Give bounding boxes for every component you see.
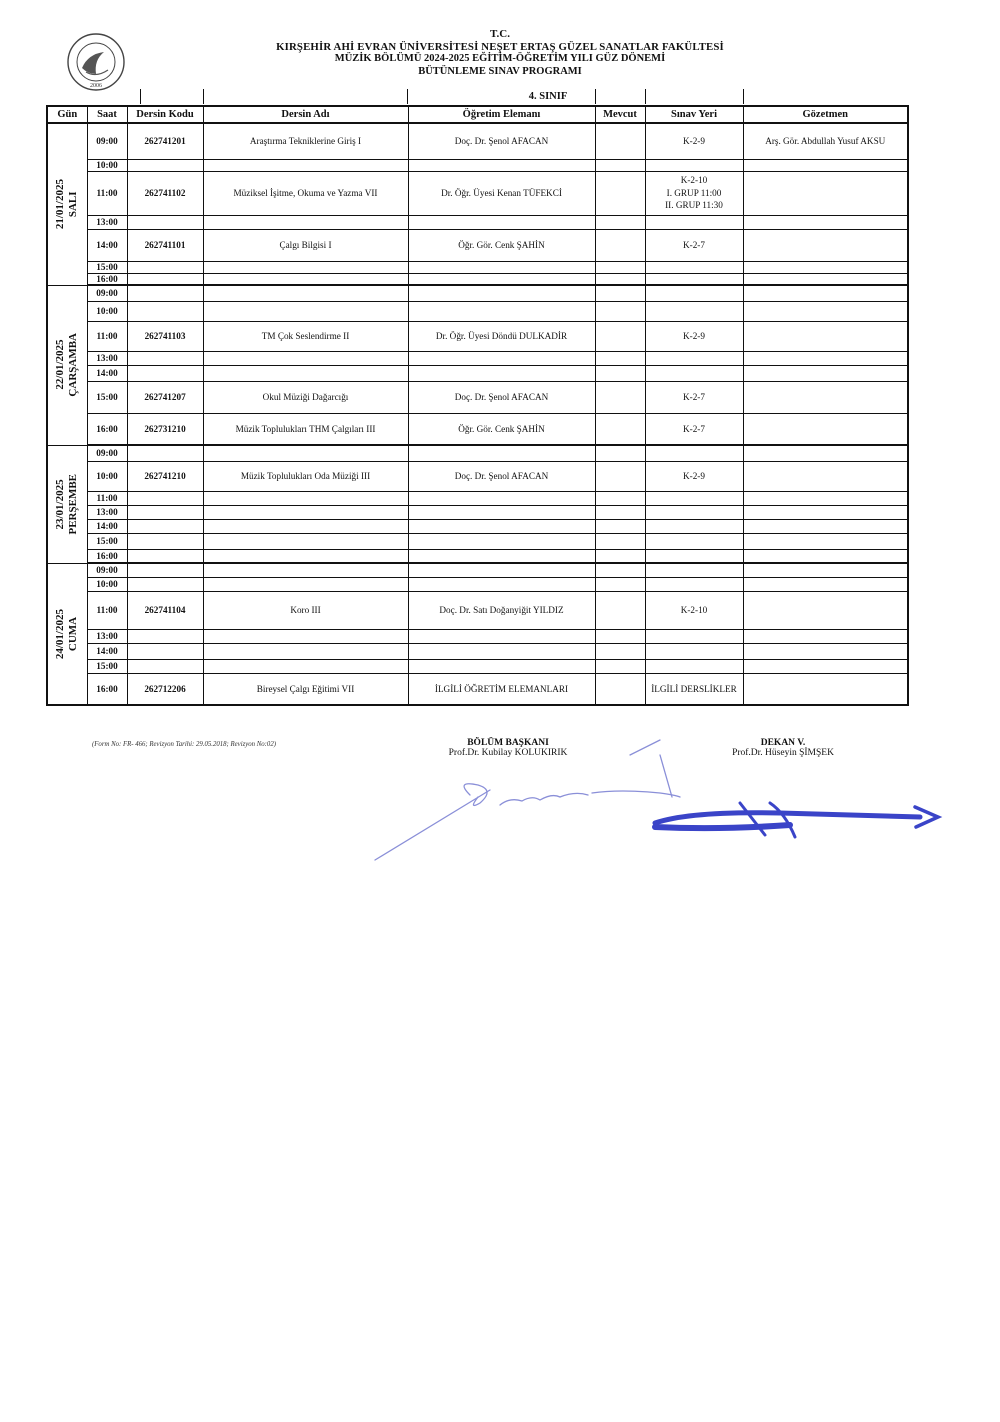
cell-saat: 09:00 (87, 285, 127, 301)
dean-signature (655, 803, 938, 837)
cell-ad (203, 491, 408, 505)
cell-saat: 13:00 (87, 215, 127, 229)
cell-gozetmen (743, 563, 908, 577)
cell-kod: 262741101 (127, 229, 203, 261)
day-name: PERŞEMBE (67, 473, 80, 535)
dean-title: DEKAN V. (760, 738, 806, 748)
cell-eleman: Öğr. Gör. Cenk ŞAHİN (408, 413, 595, 445)
cell-mevcut (595, 549, 645, 563)
table-row (47, 159, 908, 171)
header-university: KIRŞEHİR AHİ EVRAN ÜNİVERSİTESİ NEŞET ERTAŞ GÜZEL SANATLAR FAKÜLTESİ (276, 40, 724, 53)
cell-ad (203, 577, 408, 591)
cell-kod: 262741104 (127, 591, 203, 629)
table-row (47, 563, 908, 577)
cell-ad (203, 533, 408, 549)
cell-gozetmen (743, 577, 908, 591)
cell-gozetmen (743, 365, 908, 381)
cell-eleman (408, 659, 595, 673)
cell-kod (127, 505, 203, 519)
cell-yer (645, 229, 743, 261)
cell-eleman (408, 519, 595, 533)
cell-eleman: Dr. Öğr. Üyesi Kenan TÜFEKCİ (408, 171, 595, 215)
class-label: 4. SINIF (528, 91, 568, 102)
department-head-signature (375, 740, 680, 860)
cell-mevcut (595, 491, 645, 505)
cell-ad (203, 365, 408, 381)
cell-eleman (408, 301, 595, 321)
cell-mevcut (595, 273, 645, 285)
cell-gozetmen (743, 215, 908, 229)
header-program-title: BÜTÜNLEME SINAV PROGRAMI (418, 65, 582, 77)
cell-ad (203, 159, 408, 171)
day-name: ÇARŞAMBA (67, 333, 80, 397)
cell-mevcut (595, 461, 645, 491)
cell-yer (645, 563, 743, 577)
cell-saat: 14:00 (87, 365, 127, 381)
cell-ad (203, 285, 408, 301)
cell-saat: 16:00 (87, 549, 127, 563)
table-row (47, 413, 908, 445)
cell-mevcut (595, 673, 645, 705)
cell-mevcut (595, 413, 645, 445)
cell-gozetmen (743, 491, 908, 505)
cell-mevcut (595, 505, 645, 519)
cell-saat: 10:00 (87, 159, 127, 171)
table-row (47, 505, 908, 519)
cell-gozetmen (743, 549, 908, 563)
cell-ad (203, 549, 408, 563)
cell-yer (645, 673, 743, 705)
cell-saat: 14:00 (87, 519, 127, 533)
col-header-mevcut: Mevcut (595, 106, 645, 123)
col-header-kod: Dersin Kodu (127, 106, 203, 123)
cell-mevcut (595, 215, 645, 229)
cell-mevcut (595, 159, 645, 171)
cell-eleman (408, 159, 595, 171)
cell-yer (645, 643, 743, 659)
cell-kod (127, 659, 203, 673)
cell-ad (203, 629, 408, 643)
cell-ad (203, 643, 408, 659)
cell-gozetmen (743, 159, 908, 171)
exam-schedule-table (46, 105, 909, 706)
col-header-saat: Saat (87, 106, 127, 123)
day-date: 23/01/2025 (54, 478, 67, 530)
table-row (47, 215, 908, 229)
cell-saat: 15:00 (87, 261, 127, 273)
cell-kod (127, 629, 203, 643)
cell-saat: 13:00 (87, 505, 127, 519)
cell-kod (127, 563, 203, 577)
cell-gozetmen (743, 533, 908, 549)
cell-yer (645, 519, 743, 533)
cell-kod (127, 159, 203, 171)
cell-eleman (408, 533, 595, 549)
cell-gozetmen (743, 285, 908, 301)
cell-eleman (408, 505, 595, 519)
cell-ad: Müzik Toplulukları Oda Müziği III (203, 461, 408, 491)
handwritten-signatures (360, 735, 960, 875)
exam-room-line: I. GRUP 11:00 (666, 187, 722, 198)
cell-ad: Müzik Toplulukları THM Çalgıları III (203, 413, 408, 445)
cell-mevcut (595, 533, 645, 549)
cell-saat: 16:00 (87, 413, 127, 445)
cell-kod: 262741103 (127, 321, 203, 351)
table-row (47, 365, 908, 381)
cell-ad: Araştırma Tekniklerine Giriş I (203, 123, 408, 159)
cell-yer (645, 159, 743, 171)
table-row (47, 229, 908, 261)
cell-mevcut (595, 171, 645, 215)
cell-yer (645, 577, 743, 591)
cell-yer (645, 461, 743, 491)
table-row (47, 123, 908, 159)
day-cell (47, 285, 87, 445)
cell-gozetmen (743, 643, 908, 659)
cell-mevcut (595, 629, 645, 643)
exam-room-line: K-2-9 (683, 330, 705, 341)
table-row (47, 643, 908, 659)
cell-saat: 14:00 (87, 229, 127, 261)
cell-eleman (408, 643, 595, 659)
cell-kod (127, 273, 203, 285)
cell-yer (645, 365, 743, 381)
cell-gozetmen: Arş. Gör. Abdullah Yusuf AKSU (743, 123, 908, 159)
day-date: 21/01/2025 (54, 179, 67, 230)
cell-ad (203, 659, 408, 673)
cell-eleman (408, 445, 595, 461)
cell-eleman (408, 577, 595, 591)
cell-saat: 11:00 (87, 171, 127, 215)
cell-gozetmen (743, 659, 908, 673)
cell-kod (127, 445, 203, 461)
day-date: 24/01/2025 (54, 608, 67, 659)
cell-ad (203, 519, 408, 533)
class-row (47, 89, 907, 104)
cell-mevcut (595, 519, 645, 533)
cell-mevcut (595, 301, 645, 321)
table-row (47, 673, 908, 705)
exam-room-line: K-2-7 (683, 423, 705, 434)
cell-kod: 262741207 (127, 381, 203, 413)
cell-gozetmen (743, 351, 908, 365)
table-row (47, 381, 908, 413)
cell-mevcut (595, 381, 645, 413)
cell-eleman: Doç. Dr. Satı Doğanyiğit YILDIZ (408, 591, 595, 629)
exam-room-line: K-2-7 (683, 391, 705, 402)
cell-yer (645, 351, 743, 365)
cell-gozetmen (743, 273, 908, 285)
col-header-gozetmen: Gözetmen (743, 106, 908, 123)
exam-room-line: II. GRUP 11:30 (665, 200, 723, 211)
cell-gozetmen (743, 673, 908, 705)
cell-yer (645, 381, 743, 413)
cell-yer (645, 549, 743, 563)
cell-gozetmen (743, 413, 908, 445)
cell-ad (203, 301, 408, 321)
cell-ad: Çalgı Bilgisi I (203, 229, 408, 261)
cell-gozetmen (743, 461, 908, 491)
cell-saat: 14:00 (87, 643, 127, 659)
table-row (47, 549, 908, 563)
cell-eleman: İLGİLİ ÖĞRETİM ELEMANLARI (408, 673, 595, 705)
cell-yer (645, 591, 743, 629)
cell-saat: 15:00 (87, 533, 127, 549)
cell-kod (127, 301, 203, 321)
cell-eleman: Doç. Dr. Şenol AFACAN (408, 461, 595, 491)
cell-kod (127, 519, 203, 533)
schedule-body (47, 123, 908, 705)
cell-eleman (408, 365, 595, 381)
cell-saat: 16:00 (87, 273, 127, 285)
cell-ad (203, 445, 408, 461)
cell-eleman (408, 261, 595, 273)
header-department: MÜZİK BÖLÜMÜ 2024-2025 EĞİTİM-ÖĞRETİM YILI GÜZ DÖNEMİ (334, 53, 666, 65)
table-row (47, 351, 908, 365)
cell-eleman (408, 563, 595, 577)
cell-yer (645, 505, 743, 519)
cell-saat: 10:00 (87, 577, 127, 591)
cell-gozetmen (743, 229, 908, 261)
cell-ad (203, 215, 408, 229)
cell-saat: 16:00 (87, 673, 127, 705)
cell-mevcut (595, 261, 645, 273)
cell-yer (645, 321, 743, 351)
exam-room-line: İLGİLİ DERSLİKLER (651, 683, 737, 694)
cell-mevcut (595, 229, 645, 261)
exam-room-line: K-2-9 (683, 470, 705, 481)
table-row (47, 659, 908, 673)
cell-eleman (408, 491, 595, 505)
cell-mevcut (595, 643, 645, 659)
header-tc: T.C. (490, 28, 510, 40)
table-row (47, 491, 908, 505)
cell-yer (645, 171, 743, 215)
cell-eleman (408, 351, 595, 365)
cell-yer (645, 629, 743, 643)
cell-gozetmen (743, 629, 908, 643)
cell-ad: Bireysel Çalgı Eğitimi VII (203, 673, 408, 705)
cell-gozetmen (743, 301, 908, 321)
cell-mevcut (595, 285, 645, 301)
day-cell (47, 123, 87, 285)
cell-kod: 262741102 (127, 171, 203, 215)
table-row (47, 577, 908, 591)
table-row (47, 301, 908, 321)
cell-saat: 15:00 (87, 381, 127, 413)
table-row (47, 629, 908, 643)
table-row (47, 261, 908, 273)
table-row (47, 171, 908, 215)
dean-name: Prof.Dr. Hüseyin ŞİMŞEK (732, 748, 834, 758)
cell-mevcut (595, 659, 645, 673)
cell-yer (645, 261, 743, 273)
logo-year: 2006 (90, 83, 102, 89)
cell-kod (127, 351, 203, 365)
cell-kod (127, 533, 203, 549)
document-header (0, 28, 1000, 78)
cell-eleman (408, 629, 595, 643)
cell-mevcut (595, 123, 645, 159)
cell-mevcut (595, 351, 645, 365)
day-cell (47, 445, 87, 563)
cell-yer (645, 445, 743, 461)
cell-yer (645, 659, 743, 673)
cell-saat: 11:00 (87, 591, 127, 629)
col-header-eleman: Öğretim Elemanı (408, 106, 595, 123)
cell-saat: 09:00 (87, 445, 127, 461)
cell-gozetmen (743, 591, 908, 629)
department-head-title: BÖLÜM BAŞKANI (467, 738, 549, 748)
cell-yer (645, 273, 743, 285)
cell-eleman (408, 549, 595, 563)
exam-room-line: K-2-10 (680, 604, 708, 615)
cell-eleman: Doç. Dr. Şenol AFACAN (408, 123, 595, 159)
cell-kod: 262741210 (127, 461, 203, 491)
cell-saat: 15:00 (87, 659, 127, 673)
cell-gozetmen (743, 445, 908, 461)
cell-ad: Okul Müziği Dağarcığı (203, 381, 408, 413)
cell-kod (127, 285, 203, 301)
cell-ad: TM Çok Seslendirme II (203, 321, 408, 351)
cell-gozetmen (743, 505, 908, 519)
cell-kod (127, 215, 203, 229)
cell-kod: 262731210 (127, 413, 203, 445)
cell-eleman (408, 273, 595, 285)
cell-eleman (408, 215, 595, 229)
exam-room-line: K-2-10 (680, 175, 708, 186)
day-name: CUMA (67, 616, 80, 651)
cell-gozetmen (743, 171, 908, 215)
cell-saat: 10:00 (87, 301, 127, 321)
day-cell (47, 563, 87, 705)
form-number: (Form No: FR- 466; Revizyon Tarihi: 29.05.2018; Revizyon No:02) (92, 741, 276, 748)
cell-saat: 09:00 (87, 563, 127, 577)
table-row (47, 273, 908, 285)
cell-yer (645, 413, 743, 445)
cell-kod: 262741201 (127, 123, 203, 159)
cell-yer (645, 123, 743, 159)
cell-saat: 11:00 (87, 491, 127, 505)
table-row (47, 591, 908, 629)
cell-mevcut (595, 445, 645, 461)
cell-yer (645, 215, 743, 229)
cell-kod (127, 549, 203, 563)
cell-eleman: Öğr. Gör. Cenk ŞAHİN (408, 229, 595, 261)
cell-yer (645, 301, 743, 321)
cell-yer (645, 533, 743, 549)
cell-kod (127, 261, 203, 273)
exam-room-line: K-2-9 (683, 136, 705, 146)
cell-kod (127, 491, 203, 505)
cell-kod (127, 643, 203, 659)
day-name: SALI (67, 191, 80, 218)
cell-gozetmen (743, 261, 908, 273)
cell-eleman: Dr. Öğr. Üyesi Döndü DULKADİR (408, 321, 595, 351)
cell-mevcut (595, 563, 645, 577)
cell-mevcut (595, 365, 645, 381)
cell-gozetmen (743, 321, 908, 351)
col-header-yer: Sınav Yeri (645, 106, 743, 123)
cell-saat: 13:00 (87, 351, 127, 365)
cell-kod: 262712206 (127, 673, 203, 705)
cell-ad: Müziksel İşitme, Okuma ve Yazma VII (203, 171, 408, 215)
cell-mevcut (595, 321, 645, 351)
col-header-gun: Gün (47, 106, 87, 123)
cell-eleman (408, 285, 595, 301)
cell-gozetmen (743, 381, 908, 413)
cell-ad (203, 351, 408, 365)
cell-saat: 09:00 (87, 123, 127, 159)
cell-ad (203, 505, 408, 519)
col-header-ad: Dersin Adı (203, 106, 408, 123)
table-row (47, 519, 908, 533)
table-row (47, 461, 908, 491)
cell-kod (127, 365, 203, 381)
cell-mevcut (595, 577, 645, 591)
cell-ad (203, 261, 408, 273)
cell-ad: Koro III (203, 591, 408, 629)
table-row (47, 321, 908, 351)
cell-yer (645, 491, 743, 505)
cell-mevcut (595, 591, 645, 629)
cell-ad (203, 273, 408, 285)
cell-eleman: Doç. Dr. Şenol AFACAN (408, 381, 595, 413)
department-head-name: Prof.Dr. Kubilay KOLUKIRIK (448, 748, 568, 758)
cell-saat: 13:00 (87, 629, 127, 643)
table-header-row (47, 106, 908, 123)
cell-ad (203, 563, 408, 577)
cell-kod (127, 577, 203, 591)
table-row (47, 285, 908, 301)
table-row (47, 533, 908, 549)
cell-saat: 10:00 (87, 461, 127, 491)
day-date: 22/01/2025 (54, 339, 67, 391)
table-row (47, 445, 908, 461)
exam-room-line: K-2-7 (683, 239, 705, 250)
cell-saat: 11:00 (87, 321, 127, 351)
cell-gozetmen (743, 519, 908, 533)
cell-yer (645, 285, 743, 301)
